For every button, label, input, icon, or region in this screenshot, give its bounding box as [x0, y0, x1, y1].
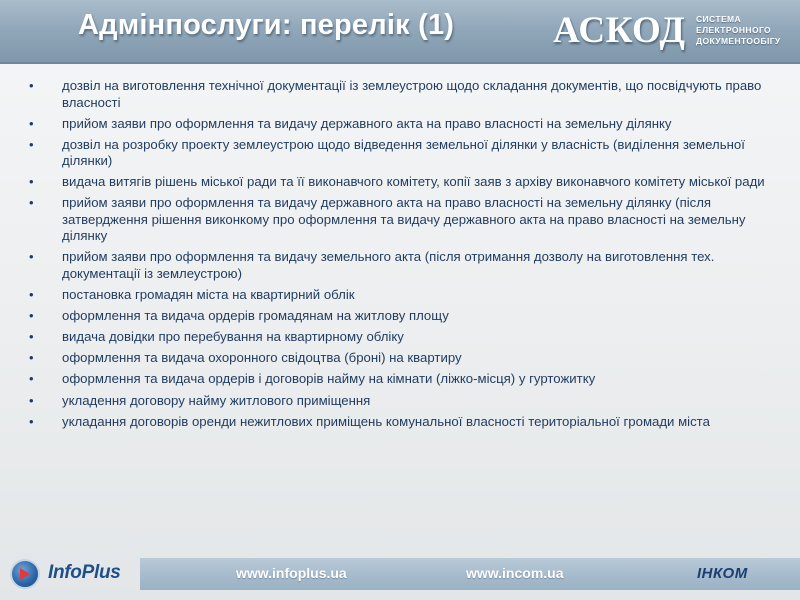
bullet-icon: • — [29, 115, 34, 131]
incom-logo: ІНКОМ — [697, 565, 748, 582]
list-item-text: оформлення та видача ордерів і договорів найму на кімнати (ліжко-місця) у гуртожитку — [62, 371, 596, 387]
list-item-text: прийом заяви про оформлення та видачу державного акта на право власності на земельну ділянку — [62, 115, 672, 131]
brand-subtitle-line: ЕЛЕКТРОННОГО — [696, 25, 772, 35]
list-item — [26, 195, 771, 245]
bullet-icon: • — [29, 249, 34, 265]
list-item-text: прийом заяви про оформлення та видачу державного акта на право власності на земельну ділянку (після затвердження рішення виконкому про оформлення та видачу державного акта на право власності на земельну ділянку — [62, 195, 746, 244]
list-item-text: постановка громадян міста на квартирний облік — [62, 287, 355, 303]
infoplus-logo-icon — [10, 559, 40, 589]
arrow-icon — [20, 568, 30, 580]
list-item-text: видача витягів рішень міської ради та її виконавчого комітету, копії заяв з архіву виконавчого комітету міської ради — [62, 174, 765, 190]
list-item — [26, 78, 771, 111]
slide-title: Адмінпослуги: перелік (1) — [78, 9, 455, 41]
brand-subtitle — [696, 14, 781, 47]
list-item-text: оформлення та видача охоронного свідоцтва (броні) на квартиру — [62, 350, 462, 366]
bullet-icon: • — [29, 329, 34, 345]
infoplus-logo-text: InfoPlus — [48, 562, 121, 583]
list-item-text: видача довідки про перебування на квартирному обліку — [62, 329, 404, 345]
list-item-text: дозвіл на виготовлення технічної документації із землеустрою щодо складання документів, що посвідчують право власності — [62, 78, 762, 110]
services-list — [26, 78, 771, 430]
bullet-icon: • — [29, 308, 34, 324]
askod-logo — [553, 10, 793, 52]
header-bar — [0, 0, 800, 64]
bullet-icon: • — [29, 174, 34, 190]
bullet-icon: • — [29, 350, 34, 366]
list-item-text: прийом заяви про оформлення та видачу земельного акта (після отримання дозволу на виготовлення тех. документації із землеустрою) — [62, 249, 715, 281]
footer — [0, 548, 800, 600]
bullet-icon: • — [29, 392, 34, 408]
list-item — [26, 116, 771, 133]
bullet-icon: • — [29, 136, 34, 152]
list-item — [26, 350, 771, 367]
list-item — [26, 371, 771, 388]
incom-link[interactable]: www.incom.ua — [466, 565, 564, 581]
bullet-icon: • — [29, 371, 34, 387]
brand-name: АСКОД — [553, 10, 686, 51]
brand-subtitle-line: СИСТЕМА — [696, 14, 742, 24]
services-list-container — [26, 78, 771, 435]
list-item-text: оформлення та видача ордерів громадянам на житлову площу — [62, 308, 449, 324]
list-item — [26, 393, 771, 410]
list-item — [26, 249, 771, 282]
list-item — [26, 329, 771, 346]
bullet-icon: • — [29, 287, 34, 303]
list-item-text: укладання договорів оренди нежитлових приміщень комунальної власності територіальної громади міста — [62, 413, 710, 429]
bullet-icon: • — [29, 195, 34, 211]
infoplus-link[interactable]: www.infoplus.ua — [236, 565, 347, 581]
brand-subtitle-line: ДОКУМЕНТООБІГУ — [696, 36, 781, 46]
list-item — [26, 414, 771, 431]
list-item-text: укладення договору найму житлового приміщення — [62, 392, 371, 408]
list-item — [26, 287, 771, 304]
list-item-text: дозвіл на розробку проекту землеустрою щодо відведення земельної ділянки у власність (виділення земельної ділянки) — [62, 136, 745, 169]
list-item — [26, 137, 771, 170]
list-item — [26, 174, 771, 191]
bullet-icon: • — [29, 78, 34, 93]
list-item — [26, 308, 771, 325]
bullet-icon: • — [29, 413, 34, 429]
